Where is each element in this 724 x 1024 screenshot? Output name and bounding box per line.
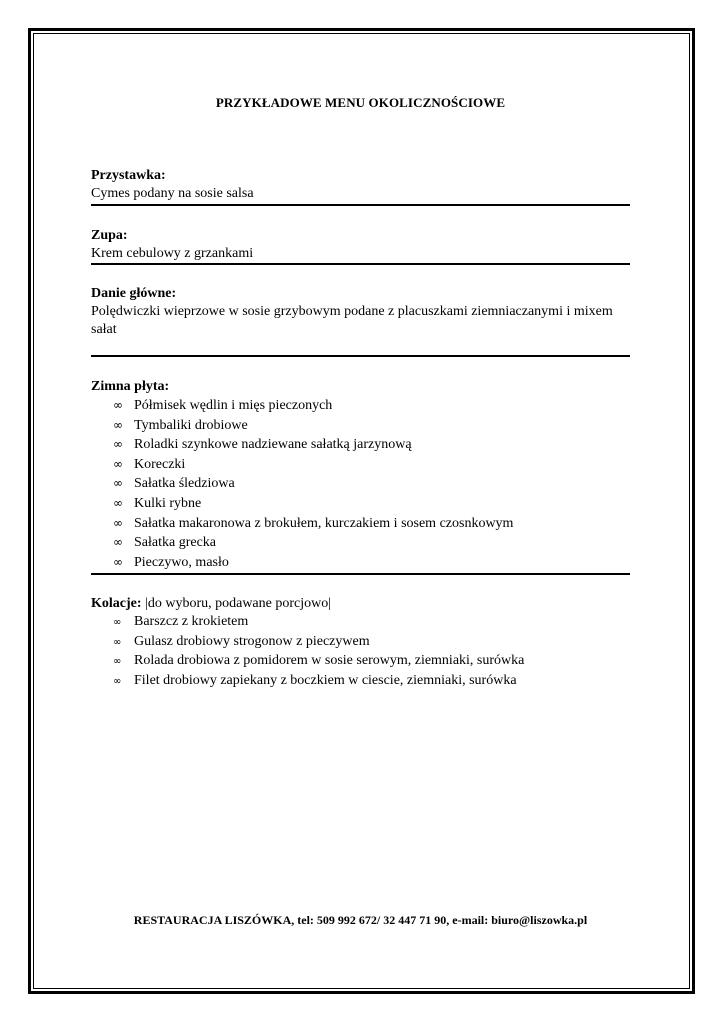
list-item-text: Filet drobiowy zapiekany z boczkiem w ciescie, ziemniaki, surówka xyxy=(134,672,517,688)
infinity-bullet-icon: ∞ xyxy=(113,495,123,510)
infinity-bullet-icon: ∞ xyxy=(113,535,123,550)
list-item-text: Pieczywo, masło xyxy=(134,554,229,570)
infinity-bullet-icon: ∞ xyxy=(113,554,123,569)
infinity-bullet-icon: ∞ xyxy=(113,417,123,432)
list-item-text: Tymbaliki drobiowe xyxy=(134,417,248,433)
list-item xyxy=(91,533,630,553)
supper-heading: Kolacje: xyxy=(91,596,142,611)
cold-platter-heading: Zimna płyta: xyxy=(91,379,170,394)
list-item-text: Barszcz z krokietem xyxy=(134,614,249,629)
cold-platter-list xyxy=(91,396,630,572)
list-item-text: Koreczki xyxy=(134,456,186,472)
cold-platter-divider xyxy=(91,573,630,575)
main-course-section xyxy=(91,285,630,339)
soup-divider xyxy=(91,263,630,265)
supper-heading-line xyxy=(91,595,630,613)
appetizer-divider xyxy=(91,204,630,206)
infinity-bullet-icon: ∞ xyxy=(113,617,122,628)
infinity-bullet-icon: ∞ xyxy=(113,437,123,452)
infinity-bullet-icon: ∞ xyxy=(113,515,123,530)
supper-section xyxy=(91,595,630,691)
restaurant-contact-footer: RESTAURACJA LISZÓWKA, tel: 509 992 672/ 32 447 71 90, e-mail: biuro@liszowka.pl xyxy=(133,913,588,927)
list-item-text: Rolada drobiowa z pomidorem w sosie serowym, ziemniaki, surówka xyxy=(134,653,525,669)
infinity-bullet-icon: ∞ xyxy=(113,398,123,412)
appetizer-heading: Przystawka: xyxy=(91,168,166,183)
infinity-bullet-icon: ∞ xyxy=(113,636,122,648)
list-item-text: Sałatka śledziowa xyxy=(134,476,235,492)
main-course-heading: Danie główne: xyxy=(91,286,177,301)
list-item xyxy=(91,455,630,475)
document-title: PRZYKŁADOWE MENU OKOLICZNOŚCIOWE xyxy=(215,95,506,110)
list-item xyxy=(91,416,630,436)
list-item-text: Sałatka makaronowa z brokułem, kurczakiem i sosem czosnkowym xyxy=(134,515,514,531)
list-item xyxy=(91,652,630,672)
soup-heading: Zupa: xyxy=(91,228,128,243)
list-item-text: Sałatka grecka xyxy=(134,535,217,551)
supper-list xyxy=(91,613,630,691)
list-item xyxy=(91,435,630,455)
soup-text: Krem cebulowy z grzankami xyxy=(91,246,254,261)
list-item-text: Gulasz drobiowy strogonow z pieczywem xyxy=(134,633,370,649)
main-course-text: Polędwiczki wieprzowe w sosie grzybowym podane z placuszkami ziemniaczanymi i mixem sałat xyxy=(91,304,613,337)
list-item xyxy=(91,514,630,534)
infinity-bullet-icon: ∞ xyxy=(113,456,123,471)
list-item-text: Półmisek wędlin i mięs pieczonych xyxy=(134,398,333,413)
infinity-bullet-icon: ∞ xyxy=(113,476,123,491)
appetizer-text: Cymes podany na sosie salsa xyxy=(91,186,254,201)
list-item xyxy=(91,474,630,494)
list-item xyxy=(91,613,630,633)
supper-note: |do wyboru, podawane porcjowo| xyxy=(145,596,332,611)
appetizer-section xyxy=(91,167,630,203)
main-course-divider xyxy=(91,355,630,357)
cold-platter-section xyxy=(91,378,630,572)
infinity-bullet-icon: ∞ xyxy=(113,675,122,687)
list-item xyxy=(91,553,630,573)
list-item xyxy=(91,494,630,514)
list-item xyxy=(91,672,630,692)
list-item xyxy=(91,396,630,416)
list-item-text: Roladki szynkowe nadziewane sałatką jarzynową xyxy=(134,437,412,453)
infinity-bullet-icon: ∞ xyxy=(113,656,122,668)
list-item xyxy=(91,633,630,653)
soup-section xyxy=(91,227,630,263)
list-item-text: Kulki rybne xyxy=(134,495,202,511)
